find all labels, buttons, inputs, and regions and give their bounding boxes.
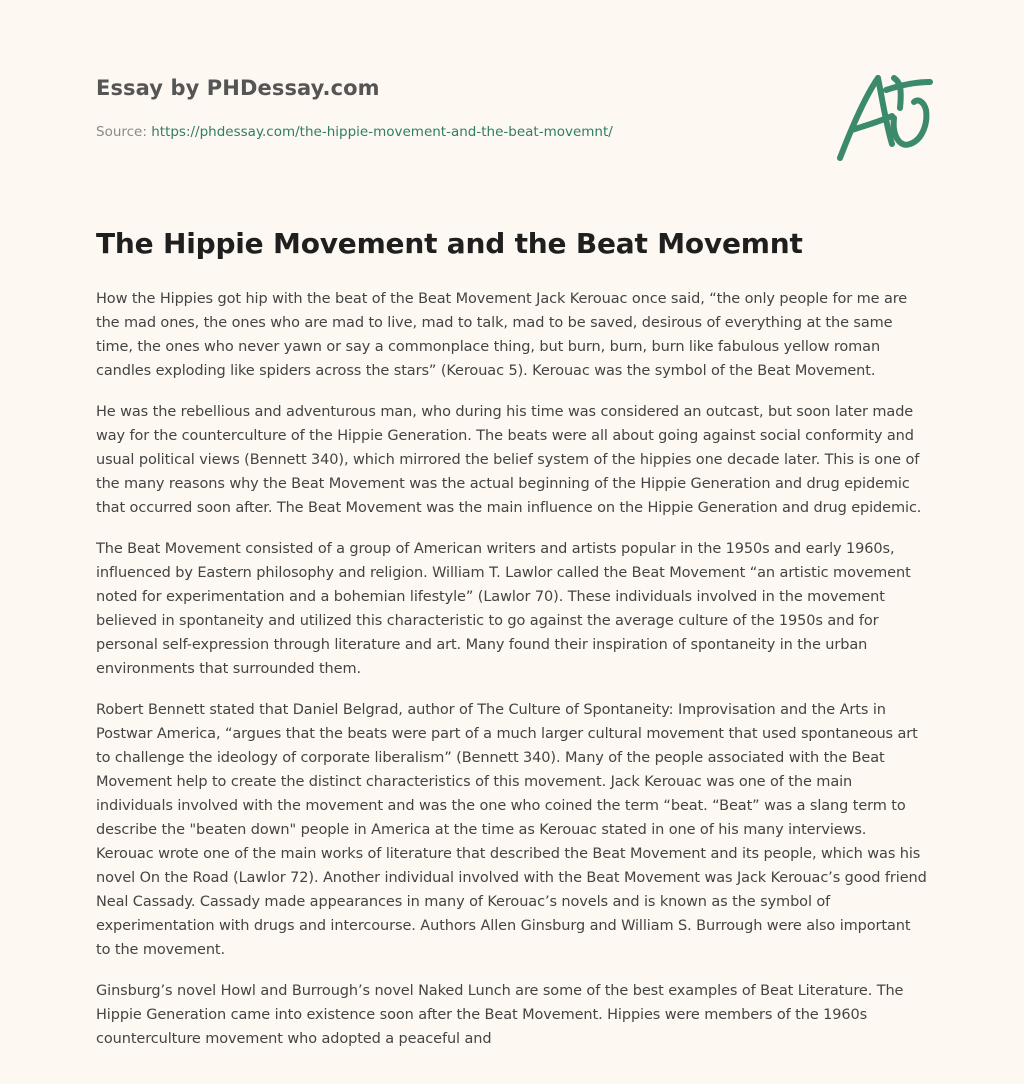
source-link[interactable]: https://phdessay.com/the-hippie-movement-and-the-beat-movemnt/ <box>151 124 613 140</box>
source-label: Source: <box>96 124 152 140</box>
article-paragraph: The Beat Movement consisted of a group of American writers and artists popular in the 1950s and early 1960s, influenced by Eastern philosophy and religion. William T. Lawlor called the Beat Movement “an artistic movement noted for experimentation and a bohemian lifestyle” (Lawlor 70). These individuals involved in the movement believed in spontaneity and utilized this characteristic to go against the average culture of the 1950s and for personal self-expression through literature and art. Many found their inspiration of spontaneity in the urban environments that surrounded them. <box>96 541 911 677</box>
a-plus-logo-icon <box>834 68 934 164</box>
article-paragraph: Robert Bennett stated that Daniel Belgrad, author of The Culture of Spontaneity: Improvisation and the Arts in Postwar America, “argues that the beats were part of a much larger cultural movement that used spontaneous art to challenge the ideology of corporate liberalism” (Bennett 340). Many of the people associated with the Beat Movement help to create the distinct characteristics of this movement. Jack Kerouac was one of the main individuals involved with the movement and was the one who coined the term “beat. “Beat” was a slang term to describe the "beaten down" people in America at the time as Kerouac stated in one of his many interviews. Kerouac wrote one of the main works of literature that described the Beat Movement and its people, which was his novel On the Road (Lawlor 72). Another individual involved with the Beat Movement was Jack Kerouac’s good friend Neal Cassady. Cassady made appearances in many of Kerouac’s novels and is known as the symbol of experimentation with drugs and intercourse. Authors Allen Ginsburg and William S. Burrough were also important to the movement. <box>96 702 927 958</box>
page-header <box>96 0 928 225</box>
article-paragraph: Ginsburg’s novel Howl and Burrough’s novel Naked Lunch are some of the best examples of Beat Literature. The Hippie Generation came into existence soon after the Beat Movement. Hippies were members of the 1960s counterculture movement who adopted a peaceful and <box>96 983 904 1047</box>
article-body <box>96 287 928 1051</box>
source-line <box>96 124 613 140</box>
article-title: The Hippie Movement and the Beat Movemnt <box>96 227 803 260</box>
brand-title: Essay by PHDessay.com <box>96 76 380 100</box>
article-paragraph: He was the rebellious and adventurous man, who during his time was considered an outcast, but soon later made way for the counterculture of the Hippie Generation. The beats were all about going against social conformity and usual political views (Bennett 340), which mirrored the belief system of the hippies one decade later. This is one of the many reasons why the Beat Movement was the actual beginning of the Hippie Generation and drug epidemic that occurred soon after. The Beat Movement was the main influence on the Hippie Generation and drug epidemic. <box>96 404 922 516</box>
article-paragraph: How the Hippies got hip with the beat of the Beat Movement Jack Kerouac once said, “the only people for me are the mad ones, the ones who are mad to live, mad to talk, mad to be saved, desirous of everything at the same time, the ones who never yawn or say a commonplace thing, but burn, burn, burn like fabulous yellow roman candles exploding like spiders across the stars” (Kerouac 5). Kerouac was the symbol of the Beat Movement. <box>96 291 908 379</box>
